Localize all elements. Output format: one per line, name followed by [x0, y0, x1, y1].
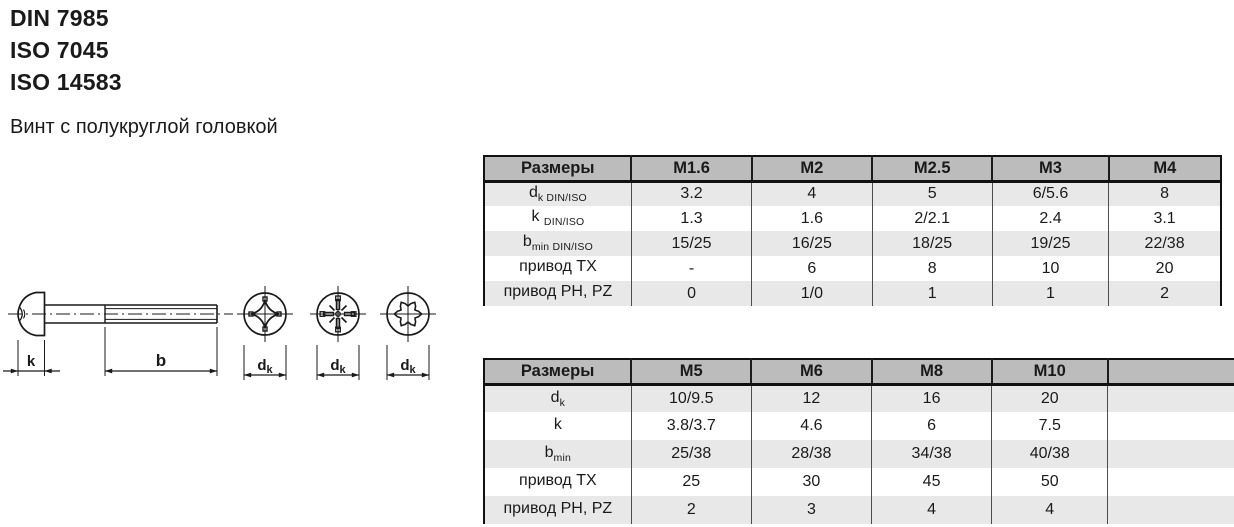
standard-iso-7045: ISO 7045: [10, 37, 109, 63]
cell: 25: [631, 468, 751, 496]
col-header-m10: M10: [992, 359, 1108, 384]
col-header-sizes: Размеры: [484, 156, 631, 181]
cell: 34/38: [872, 440, 992, 468]
standards-block: [10, 2, 122, 98]
cell: 1.6: [752, 206, 872, 231]
table-row-drive-ph-pz: [484, 496, 1234, 524]
col-header-m4: M4: [1109, 156, 1221, 181]
standard-iso-14583: ISO 14583: [10, 69, 122, 95]
pozidriv-recess-view: [310, 286, 366, 342]
table-row-dk: [484, 181, 1221, 206]
dimension-dk-label: $d_k$: [400, 357, 416, 376]
cell: 19/25: [992, 231, 1108, 256]
table-row-bmin: [484, 440, 1234, 468]
col-header-sizes: Размеры: [484, 359, 631, 384]
cell: [1108, 440, 1234, 468]
row-label: привод TX: [519, 471, 597, 489]
cell: 3.8/3.7: [631, 412, 751, 440]
row-label: $b_{min}$: [544, 443, 572, 465]
dimension-dk-label: $d_k$: [257, 357, 273, 376]
cell: 4: [752, 181, 872, 206]
cell: -: [631, 256, 751, 281]
cell: 20: [992, 384, 1108, 412]
col-header-m3: M3: [992, 156, 1108, 181]
cell: 3: [751, 496, 871, 524]
cell: 10/9.5: [631, 384, 751, 412]
arrowhead-icon: [210, 369, 217, 374]
row-label: k: [553, 415, 562, 433]
cell: [1108, 496, 1234, 524]
table-row-k: [484, 412, 1234, 440]
arrowhead-icon: [352, 373, 359, 378]
dimension-dk-label: $d_k$: [330, 357, 346, 376]
spec-table-large-sizes: [483, 358, 1234, 524]
arrowhead-icon: [317, 373, 324, 378]
cell: [1108, 412, 1234, 440]
cell: 16: [872, 384, 992, 412]
cell: 6/5.6: [992, 181, 1108, 206]
arrowhead-icon: [422, 373, 429, 378]
cell: 40/38: [992, 440, 1108, 468]
cell: 6: [752, 256, 872, 281]
cell: 25/38: [631, 440, 751, 468]
cell: [1108, 468, 1234, 496]
cell: 3.1: [1109, 206, 1221, 231]
cell: 5: [872, 181, 992, 206]
col-header-m8: M8: [872, 359, 992, 384]
cell: 18/25: [872, 231, 992, 256]
cell: 1: [992, 281, 1108, 306]
cell: 16/25: [752, 231, 872, 256]
cell: 1/0: [752, 281, 872, 306]
dimension-b-label: b: [155, 351, 167, 370]
cell: 0: [631, 281, 751, 306]
spec-table-small-sizes: [483, 155, 1222, 306]
cell: 1.3: [631, 206, 751, 231]
row-label: $d_{k DIN/ISO}$: [528, 184, 587, 205]
table-header-row: [484, 359, 1234, 384]
row-label: k $_{DIN/ISO}$: [531, 208, 585, 229]
table-header-row: [484, 156, 1221, 181]
table-row-k: [484, 206, 1221, 231]
cell: 6: [872, 412, 992, 440]
phillips-recess-view: [237, 286, 293, 342]
standard-din: DIN 7985: [10, 5, 109, 31]
cell: 50: [992, 468, 1108, 496]
col-header-m6: M6: [751, 359, 871, 384]
dimension-k-label: k: [26, 353, 36, 370]
cell: 2: [1109, 281, 1221, 306]
cell: 2: [631, 496, 751, 524]
arrowhead-icon: [11, 369, 18, 374]
table-row-drive-tx: [484, 256, 1221, 281]
cell: 8: [872, 256, 992, 281]
row-label: привод PH, PZ: [503, 283, 613, 301]
col-header-m5: M5: [631, 359, 751, 384]
cell: 2.4: [992, 206, 1108, 231]
cell: 4.6: [751, 412, 871, 440]
cell: 4: [872, 496, 992, 524]
cell: 4: [992, 496, 1108, 524]
cell: 2/2.1: [872, 206, 992, 231]
torx-recess-view: [380, 286, 436, 342]
cell: [1108, 384, 1234, 412]
table-row-drive-ph-pz: [484, 281, 1221, 306]
cell: 8: [1109, 181, 1221, 206]
col-header-m2: M2: [752, 156, 872, 181]
arrowhead-icon: [279, 373, 286, 378]
cell: 28/38: [751, 440, 871, 468]
col-header-empty: [1108, 359, 1234, 384]
table-row-bmin: [484, 231, 1221, 256]
table-row-drive-tx: [484, 468, 1234, 496]
cell: 10: [992, 256, 1108, 281]
arrowhead-icon: [105, 369, 112, 374]
cell: 20: [1109, 256, 1221, 281]
table-row-dk: [484, 384, 1234, 412]
technical-drawing: [0, 283, 480, 395]
col-header-m2-5: M2.5: [872, 156, 992, 181]
row-label: привод TX: [519, 258, 597, 276]
col-header-m1-6: M1.6: [631, 156, 751, 181]
product-title: Винт с полукруглой головкой: [10, 116, 278, 138]
cell: 12: [751, 384, 871, 412]
cell: 22/38: [1109, 231, 1221, 256]
row-label: привод PH, PZ: [503, 499, 613, 517]
row-label: $b_{min DIN/ISO}$: [522, 233, 593, 254]
screw-side-view: [8, 293, 233, 336]
cell: 3.2: [631, 181, 751, 206]
cell: 30: [751, 468, 871, 496]
arrowhead-icon: [387, 373, 394, 378]
cell: 1: [872, 281, 992, 306]
arrowhead-icon: [45, 369, 52, 374]
cell: 7.5: [992, 412, 1108, 440]
cell: 15/25: [631, 231, 751, 256]
cell: 45: [872, 468, 992, 496]
arrowhead-icon: [244, 373, 251, 378]
row-label: $d_k$: [550, 388, 566, 409]
